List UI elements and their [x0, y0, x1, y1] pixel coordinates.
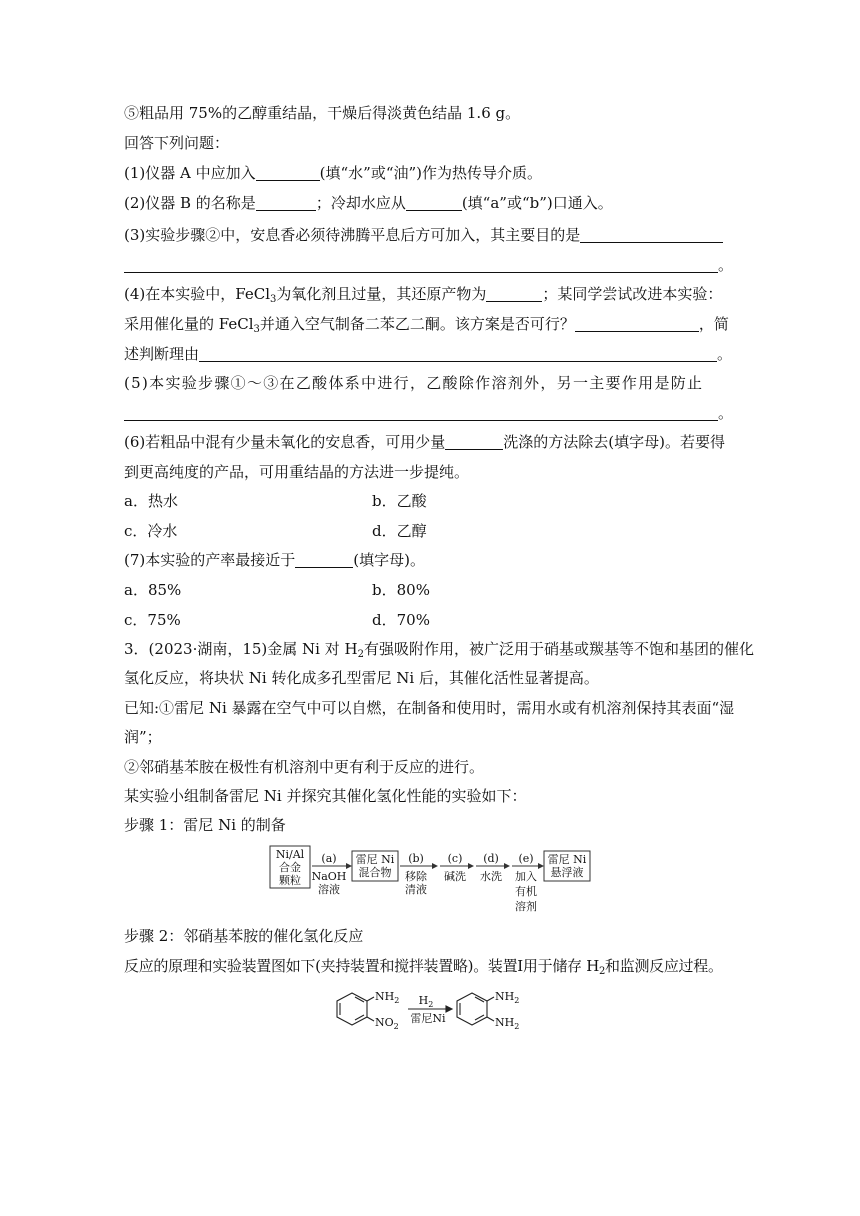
q3-blank-1[interactable]	[580, 227, 723, 243]
q4-text-g: 述判断理由	[124, 345, 200, 363]
q1-text-a: (1)仪器 A 中应加入	[124, 164, 256, 182]
flow-step-c-text: 碱洗	[444, 870, 466, 883]
flow-step-a-line2: 溶液	[318, 883, 340, 896]
q4-text-a: (4)在本实验中，FeCl	[124, 285, 270, 303]
question-4-line3	[124, 344, 732, 364]
q5-text: (5)本实验步骤①～③在乙酸体系中进行，乙酸除作溶剂外，另一主要作用是防止	[124, 374, 704, 392]
q4-text-e: 并通入空气制备二苯乙二酮。该方案是否可行？	[259, 315, 575, 333]
q6-option-c[interactable]: c．冷水	[124, 522, 178, 540]
hydrogenation-reaction-scheme	[336, 985, 536, 1033]
q4-end: 。	[717, 345, 733, 363]
flow-arrowhead-b	[432, 863, 438, 869]
flow-box-suspension-line1: 雷尼 Ni	[547, 853, 587, 866]
q5-blank[interactable]	[124, 405, 718, 421]
q2-blank-1[interactable]	[256, 195, 316, 211]
q4-sub-d: 3	[253, 324, 260, 335]
problem-3-line2: 氢化反应，将块状 Ni 转化成多孔型雷尼 Ni 后，其催化活性显著提高。	[124, 669, 599, 687]
flow-box-mixture-line1: 雷尼 Ni	[355, 853, 395, 866]
flow-arrowhead-d	[504, 863, 510, 869]
q4-text-c: ；某同学尝试改进本实验：	[542, 285, 723, 303]
reaction-intro-sub: 2	[598, 966, 606, 977]
p3-text-a: 3．(2023·湖南，15)金属 Ni 对 H	[124, 640, 358, 658]
flow-step-b-line1: 移除	[405, 870, 427, 883]
question-4-line2	[124, 314, 729, 334]
question-3-cont	[124, 255, 733, 275]
p3-text-b: 有强吸附作用，被广泛用于硝基或羰基等不饱和基团的催化	[363, 640, 754, 658]
q6-option-d[interactable]: d．乙醇	[372, 522, 427, 540]
q4-sub-a: 3	[270, 294, 277, 305]
flow-step-e-line3: 溶剂	[515, 900, 537, 913]
step1-title: 步骤 1：雷尼 Ni 的制备	[124, 816, 286, 834]
question-6-line2: 到更高纯度的产品，可用重结晶的方法进一步提纯。	[124, 463, 470, 481]
reactant-nh2-label: $NH_2$	[375, 990, 400, 1005]
product-nh2-label-a: $NH_2$	[495, 990, 520, 1005]
q7-text-b: (填字母)。	[353, 551, 425, 569]
question-1	[124, 163, 542, 183]
q6-text-a: (6)若粗品中混有少量未氧化的安息香，可用少量	[124, 433, 446, 451]
reactant-no2-label: $NO_2$	[375, 1016, 399, 1031]
flow-step-d-tag: (d)	[483, 852, 499, 865]
question-3	[124, 225, 723, 245]
q2-text-a: (2)仪器 B 的名称是	[124, 194, 256, 212]
reaction-arrowhead	[446, 1006, 452, 1012]
q1-text-b: (填“水”或“油”)作为热传导介质。	[319, 164, 543, 182]
question-2	[124, 193, 613, 213]
q4-text-f: ，简	[698, 315, 729, 333]
q2-text-b: ；冷却水应从	[315, 194, 406, 212]
product-bond-nh2-a	[487, 997, 494, 1001]
q7-option-c[interactable]: c．75%	[124, 611, 181, 629]
q7-blank[interactable]	[295, 552, 353, 568]
question-4	[124, 284, 722, 304]
q3-text: (3)实验步骤②中，安息香必须待沸腾平息后方可加入，其主要目的是	[124, 226, 581, 244]
q3-blank-2[interactable]	[124, 257, 718, 273]
flow-arrowhead-c	[468, 863, 474, 869]
q2-text-c: (填“a”或“b”)口通入。	[461, 194, 613, 212]
problem-3	[124, 639, 754, 659]
flow-step-b-tag: (b)	[408, 852, 424, 865]
q6-text-b: 洗涤的方法除去(填字母)。若要得	[503, 433, 725, 451]
step5-text: ⑤粗品用 75%的乙醇重结晶，干燥后得淡黄色结晶 1.6 g。	[124, 104, 521, 122]
q2-blank-2[interactable]	[406, 195, 462, 211]
flow-step-e-line2: 有机	[515, 885, 537, 898]
flow-step-d-text: 水洗	[480, 870, 502, 883]
q7-text-a: (7)本实验的产率最接近于	[124, 551, 296, 569]
flow-box-alloy-line2: 合金	[279, 861, 301, 874]
p3-sub-a: 2	[357, 649, 364, 660]
step2-title: 步骤 2：邻硝基苯胺的催化氢化反应	[124, 927, 364, 945]
product-bond-nh2-b	[487, 1017, 494, 1021]
q3-end: 。	[718, 256, 734, 274]
question-5	[124, 373, 703, 393]
problem-3-known-2: ②邻硝基苯胺在极性有机溶剂中更有利于反应的进行。	[124, 758, 485, 776]
flow-box-alloy-line3: 颗粒	[279, 874, 301, 887]
reactant-bond-nh2	[367, 997, 374, 1001]
question-6	[124, 432, 725, 452]
arrow-catalyst-raney-ni: 雷尼Ni	[410, 1012, 446, 1025]
q7-option-a[interactable]: a．85%	[124, 581, 182, 599]
flow-step-a-tag: (a)	[321, 852, 337, 865]
q4-blank-1[interactable]	[486, 286, 542, 302]
q7-option-b[interactable]: b．80%	[372, 581, 430, 599]
product-benzene-ring	[457, 993, 487, 1025]
answer-prompt: 回答下列问题：	[124, 134, 230, 152]
question-7	[124, 550, 425, 570]
q4-text-d: 采用催化量的 FeCl	[124, 315, 254, 333]
q4-blank-3[interactable]	[199, 346, 717, 362]
q7-option-d[interactable]: d．70%	[372, 611, 430, 629]
q6-option-a[interactable]: a．热水	[124, 492, 178, 510]
q1-blank[interactable]	[256, 165, 320, 181]
reaction-intro-a: 反应的原理和实验装置图如下(夹持装置和搅拌装置略)。装置Ⅰ用于储存 H	[124, 957, 599, 975]
flow-box-mixture-line2: 混合物	[358, 866, 392, 879]
question-5-cont	[124, 403, 733, 423]
arrow-reagent-h2: $H_2$	[418, 994, 434, 1009]
reaction-intro	[124, 956, 723, 976]
raney-ni-flow-diagram	[268, 843, 592, 915]
flow-arrowhead-e	[538, 863, 544, 869]
q4-blank-2[interactable]	[575, 316, 699, 332]
product-nh2-label-b: $NH_2$	[495, 1016, 520, 1031]
q5-end: 。	[718, 404, 734, 422]
flow-step-e-line1: 加入	[515, 870, 537, 883]
flow-step-b-line2: 清液	[405, 883, 427, 896]
reaction-intro-b: 和监测反应过程。	[605, 957, 723, 975]
problem-3-known-1-cont: 润”；	[124, 728, 162, 746]
reactant-bond-no2	[367, 1017, 374, 1021]
reactant-benzene-ring	[337, 993, 367, 1025]
q4-text-b: 为氧化剂且过量，其还原产物为	[276, 285, 487, 303]
flow-step-a-line1: NaOH	[311, 870, 347, 883]
flow-step-c-tag: (c)	[447, 852, 463, 865]
q6-blank[interactable]	[445, 434, 503, 450]
q6-option-b[interactable]: b．乙酸	[372, 492, 427, 510]
problem-3-known-1: 已知:①雷尼 Ni 暴露在空气中可以自燃，在制备和使用时，需用水或有机溶剂保持其表面“湿	[124, 699, 735, 717]
flow-box-suspension-line2: 悬浮液	[550, 866, 584, 879]
flow-box-alloy-line1: Ni/Al	[275, 848, 305, 861]
flow-step-e-tag: (e)	[518, 852, 534, 865]
flow-arrowhead-a	[346, 863, 352, 869]
problem-3-intro: 某实验小组制备雷尼 Ni 并探究其催化氢化性能的实验如下：	[124, 787, 527, 805]
